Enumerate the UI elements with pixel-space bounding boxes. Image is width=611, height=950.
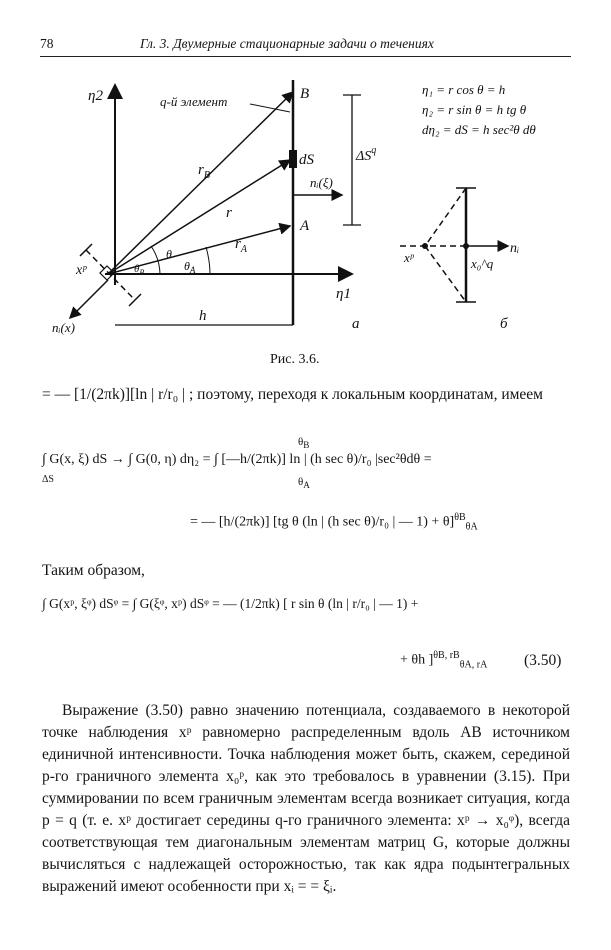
rA-label: $r_A$ [235, 236, 247, 255]
panel-b-normal-label: nᵢ [510, 241, 520, 256]
panel-b-xp-label: xᵖ [404, 250, 414, 265]
dS-segment [289, 150, 297, 168]
paragraph-3: Выражение (3.50) равно значению потенциала, создаваемого в некоторой точке наблюдения xᵖ равномерно распределенным вдоль AB источником единичной интенсивности. Точка наблюдения может быть, скажем, серединой p-го граничного элемента x₀ᵖ, как это требовалось в уравнении (3.15). При суммировании по всем граничным элементам всегда возникает ситуация, когда p = q (т. е. xᵖ достигает середины q-го граничного элемента: xᵖ → x₀ᵠ), всегда соответствующая тем диагональным элементам матриц G, которые должны вычисляться с надлежащей осторожностью, так как ядра подынтегральных выражений имеют особенности при xᵢ = = ξᵢ. [42, 702, 570, 895]
panel-b-xp-point [422, 243, 428, 249]
ray-rB [108, 92, 293, 274]
panel-b-lower-dashed [425, 246, 466, 302]
relation-1: η₁ = r cos θ = h [422, 82, 506, 97]
equation-2-line-2: + θh ]$^{\theta B, rB}_{\theta A, rA}$ [400, 650, 488, 671]
panel-b-label: б [500, 316, 508, 332]
eq1-lim-bot: $\theta_A$ [298, 476, 310, 491]
thetaB-label: $\theta_B$ [134, 263, 145, 277]
point-A-label: A [300, 218, 310, 234]
panel-b-x0q-label: x₀^q [471, 256, 494, 271]
figure-3-6 [0, 60, 611, 350]
theta-label: θ [166, 247, 172, 261]
equation-1-line-2: = — [h/(2πk)] [tg θ (ln | (h sec θ)/r₀ | — 1) + θ]$^{\theta B}_{\theta A}$ [190, 512, 478, 533]
eq1-int-sub: ΔS [42, 474, 54, 485]
panel-b-x0q-point [463, 243, 469, 249]
running-title: Гл. 3. Двумерные стационарные задачи о течениях [140, 36, 434, 51]
axis-eta2-label: η2 [88, 88, 103, 104]
panel-b-upper-dashed [425, 188, 466, 246]
dS-label: dS [299, 152, 314, 168]
normal-x-label: nᵢ(x) [52, 320, 75, 335]
normal-x-arrow [70, 280, 108, 318]
thetaA-label: $\theta_A$ [184, 259, 196, 275]
eq1-lim-top: $\theta_B$ [298, 436, 310, 451]
delta-S-label: $\Delta S^q$ [356, 145, 377, 164]
thetaA-arc [206, 247, 210, 274]
header-rule [40, 56, 571, 57]
xp-label: xᵖ [76, 263, 87, 278]
equation-1-line-1: ∫ G(x, ξ) dS → ∫ G(0, η) dη₂ = ∫ [—h/(2πk)] ln | (h sec θ)/r₀ |sec²θdθ = [42, 452, 432, 467]
relation-3: dη₂ = dS = h sec²θ dθ [422, 122, 536, 137]
panel-a-label: a [352, 316, 360, 332]
paragraph-2: Таким образом, [42, 562, 145, 579]
figure-caption: Рис. 3.6. [270, 352, 320, 367]
element-label-leader [250, 104, 290, 112]
relation-2: η₂ = r sin θ = h tg θ [422, 102, 527, 117]
equation-2-line-1: ∫ G(xᵖ, ξᵠ) dSᵠ = ∫ G(ξᵠ, xᵖ) dSᵠ = — (1/2πk) [ r sin θ (ln | r/r₀ | — 1) + [42, 596, 419, 611]
r-label: r [226, 205, 232, 221]
point-B-label: B [300, 86, 310, 102]
element-label: q-й элемент [160, 94, 228, 109]
paragraph-1: = — [1/(2πk)][ln | r/r₀ | ; поэтому, переходя к локальным координатам, имеем [42, 386, 543, 403]
equation-number: (3.50) [524, 652, 562, 669]
rB-label: $r_B$ [198, 162, 210, 181]
axis-eta1-label: η1 [336, 286, 351, 302]
page-number: 78 [40, 36, 54, 51]
h-label: h [199, 308, 207, 324]
normal-xi-label: nᵢ(ξ) [310, 175, 333, 190]
